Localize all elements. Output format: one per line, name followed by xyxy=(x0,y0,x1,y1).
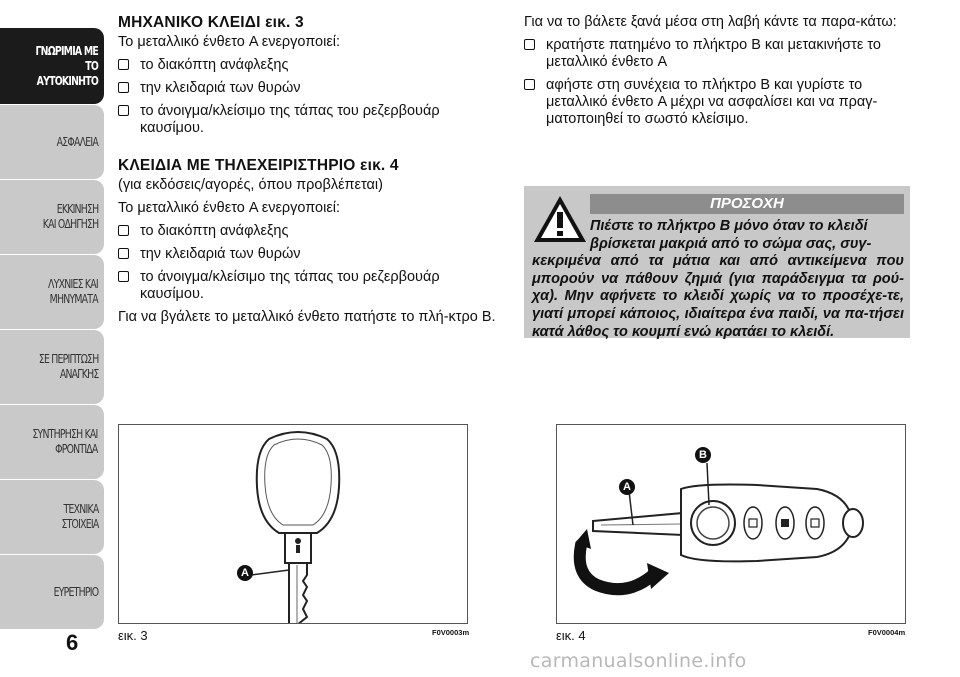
warning-box xyxy=(524,186,910,338)
figure-mechanical-key xyxy=(118,424,468,624)
checkbox-bullet-icon xyxy=(524,39,535,50)
tab-label: ΛΥΧΝΙΕΣ ΚΑΙ ΜΗΝΥΜΑΤΑ xyxy=(48,277,98,306)
list-item: την κλειδαριά των θυρών xyxy=(118,80,506,97)
list-item: το διακόπτη ανάφλεξης xyxy=(118,223,506,240)
paragraph: Για να βγάλετε το μεταλλικό ένθετο πατήστε το πλή-κτρο B. xyxy=(118,309,496,325)
checkbox-bullet-icon xyxy=(118,248,129,259)
tab-label: ΕΥΡΕΤΗΡΙΟ xyxy=(53,584,98,599)
watermark: carmanualsonline.info xyxy=(530,650,747,672)
warning-text: Πιέστε το πλήκτρο B μόνο όταν το κλειδί βρίσκεται μακριά από το σώμα σας, συγ- κεκριμένα από τα μάτια και από αντικείμενα που μπορούν να πάθουν ζημιά (για παράδειγμα τα ρού-χα). Μην αφήνετε το κλειδί χωρίς να το προσέχε-τε, γιατί μπορεί κάποιος, ιδιαίτερα ένα παιδί, να πα-τήσει κατά λάθος το κουμπί ενώ κρατάει το κλειδί. xyxy=(532,218,904,340)
tab-label: ΑΣΦΑΛΕΙΑ xyxy=(56,134,98,149)
list-item: το διακόπτη ανάφλεξης xyxy=(118,57,506,74)
paragraph: Το μεταλλικό ένθετο A ενεργοποιεί: xyxy=(118,34,341,50)
tab-index[interactable] xyxy=(0,555,104,629)
checkbox-bullet-icon xyxy=(118,59,129,70)
remote-key-illustration xyxy=(557,425,906,624)
section-heading-remote-key: ΚΛΕΙΔΙΑ ΜΕ ΤΗΛΕΧΕΙΡΙΣΤΗΡΙΟ εικ. 4 xyxy=(118,157,399,174)
section-heading-mechanical-key: ΜΗΧΑΝΙΚΟ ΚΛΕΙΔΙ εικ. 3 xyxy=(118,14,304,31)
tab-starting-driving[interactable] xyxy=(0,180,104,254)
figure-caption: εικ. 3 xyxy=(118,628,148,643)
tab-label: ΣΥΝΤΗΡΗΣΗ ΚΑΙ ΦΡΟΝΤΙΔΑ xyxy=(32,427,98,456)
list-item: την κλειδαριά των θυρών xyxy=(118,246,506,263)
page-number: 6 xyxy=(66,630,79,655)
tab-label: ΓΝΩΡΙΜΙΑ ΜΕ ΤΟ ΑΥΤΟΚΙΝΗΤΟ xyxy=(35,43,98,88)
checkbox-bullet-icon xyxy=(118,271,129,282)
chapter-sidebar xyxy=(0,28,104,630)
tab-label: ΤΕΧΝΙΚΑ ΣΤΟΙΧΕΙΑ xyxy=(60,502,98,531)
left-column xyxy=(118,14,506,332)
tab-safety[interactable] xyxy=(0,105,104,179)
tab-label: ΕΚΚΙΝΗΣΗ ΚΑΙ ΟΔΗΓΗΣΗ xyxy=(42,202,98,231)
figure-code: F0V0003m xyxy=(432,628,470,637)
figure-code: F0V0004m xyxy=(868,628,906,637)
mechanical-key-illustration xyxy=(119,425,468,624)
callout-a: A xyxy=(619,479,635,495)
right-column xyxy=(524,14,912,134)
list-item: το άνοιγμα/κλείσιμο της τάπας του ρεζερβουάρ καυσίμου. xyxy=(118,269,506,303)
tab-maintenance[interactable] xyxy=(0,405,104,479)
tab-label: ΣΕ ΠΕΡΙΠΤΩΣΗ ΑΝΑΓΚΗΣ xyxy=(38,352,98,381)
tab-getting-to-know-car[interactable] xyxy=(0,28,104,104)
paragraph-note: (για εκδόσεις/αγορές, όπου προβλέπεται) xyxy=(118,177,383,193)
figure-caption: εικ. 4 xyxy=(556,628,586,643)
callout-b: B xyxy=(695,447,711,463)
paragraph: Το μεταλλικό ένθετο A ενεργοποιεί: xyxy=(118,200,341,216)
checkbox-bullet-icon xyxy=(118,105,129,116)
tab-emergency[interactable] xyxy=(0,330,104,404)
list-item: το άνοιγμα/κλείσιμο της τάπας του ρεζερβουάρ καυσίμου. xyxy=(118,103,506,137)
list-item: κρατήστε πατημένο το πλήκτρο B και μετακινήστε το μεταλλικό ένθετο A xyxy=(524,37,912,71)
figure-remote-key xyxy=(556,424,906,624)
paragraph: Για να το βάλετε ξανά μέσα στη λαβή κάντε τα παρα-κάτω: xyxy=(524,14,897,30)
checkbox-bullet-icon xyxy=(524,79,535,90)
tab-lights-messages[interactable] xyxy=(0,255,104,329)
list-item: αφήστε στη συνέχεια το πλήκτρο B και γυρίστε το μεταλλικό ένθετο A μέχρι να ασφαλίσει και να πραγ-ματοποιηθεί το σωστό κλείσιμο. xyxy=(524,77,912,128)
checkbox-bullet-icon xyxy=(118,225,129,236)
warning-title: ΠΡΟΣΟΧΗ xyxy=(590,194,904,214)
callout-a: A xyxy=(237,565,253,581)
tab-technical-data[interactable] xyxy=(0,480,104,554)
checkbox-bullet-icon xyxy=(118,82,129,93)
